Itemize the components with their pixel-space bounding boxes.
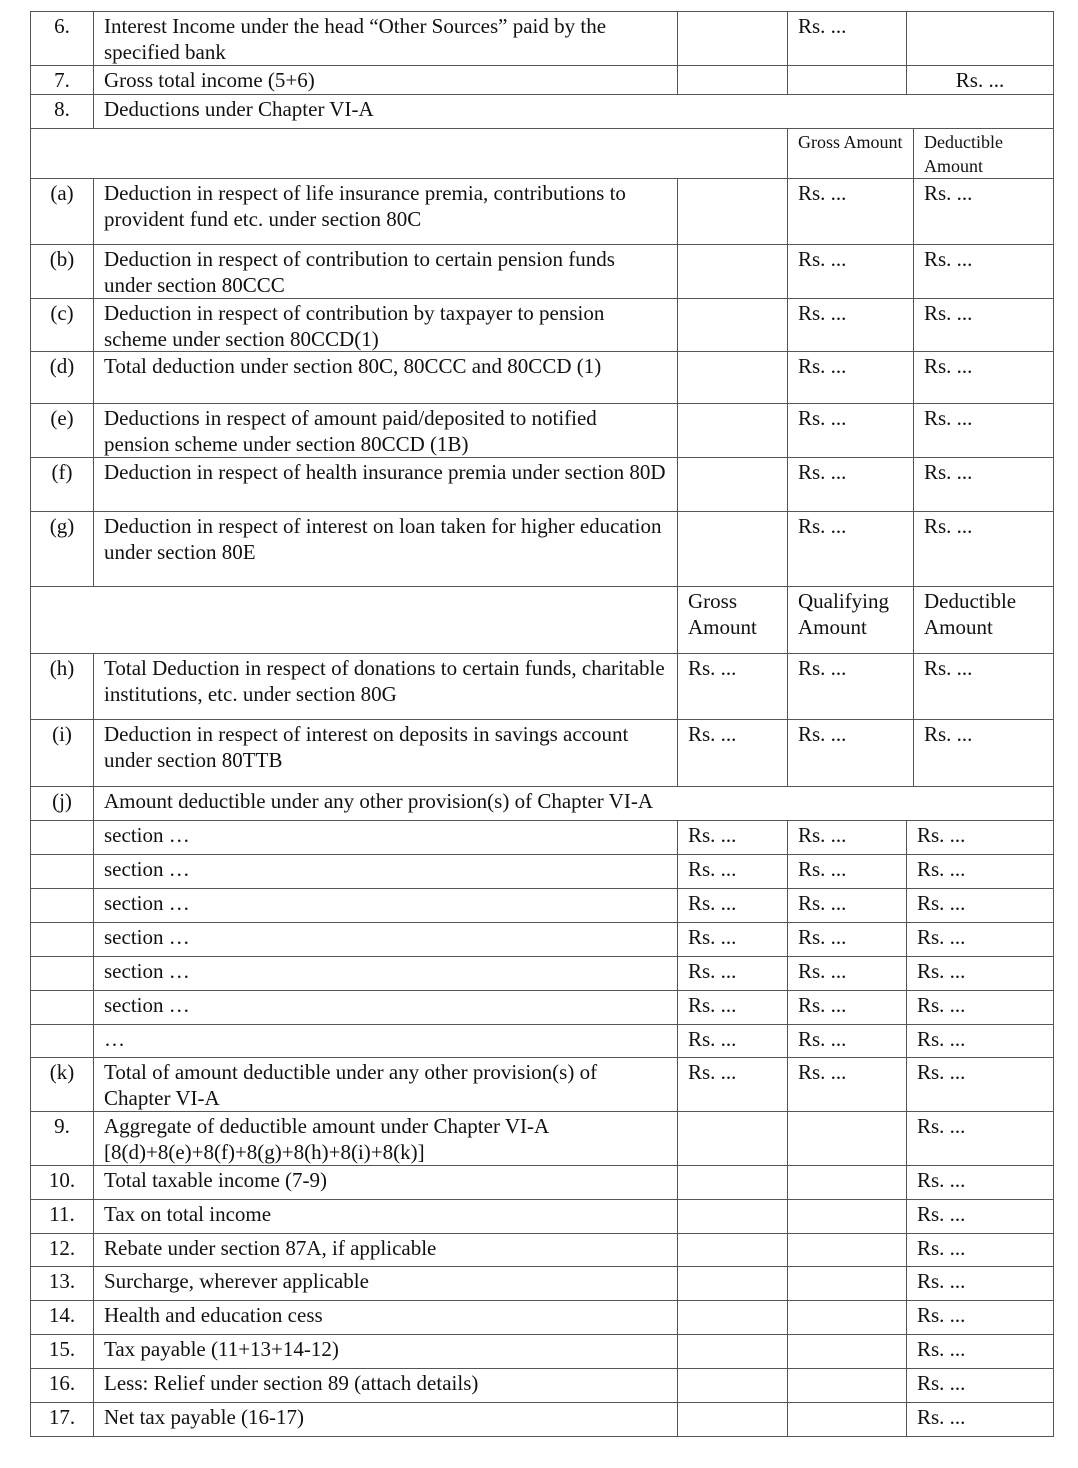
row-number: (j) [30, 786, 93, 820]
table-row [30, 1266, 1053, 1300]
row-number: 12. [30, 1233, 93, 1266]
table-row [30, 244, 1053, 298]
row-number: (c) [30, 298, 93, 351]
row-description: section … [93, 990, 677, 1024]
row-number: 11. [30, 1199, 93, 1233]
gross-amount: Rs. ... [787, 351, 913, 403]
row-description: Deduction in respect of interest on deposits in savings account under section 80TTB [93, 719, 677, 786]
deductible-amount: Rs. ... [906, 956, 1053, 990]
table-row [30, 1165, 1053, 1199]
table-row [30, 403, 1053, 457]
amount-cell [787, 65, 906, 94]
deductible-amount: Rs. ... [906, 1199, 1053, 1233]
qualifying-amount: Rs. ... [787, 990, 906, 1024]
row-number: 6. [30, 11, 93, 65]
gross-amount: Rs. ... [677, 653, 787, 719]
row-description: Surcharge, wherever applicable [93, 1266, 677, 1300]
row-description: Gross total income (5+6) [93, 65, 677, 94]
deductible-amount: Rs. ... [906, 1111, 1053, 1165]
gross-amount: Rs. ... [787, 511, 913, 586]
gross-amount: Rs. ... [677, 719, 787, 786]
row-number: 10. [30, 1165, 93, 1199]
deductible-amount: Rs. ... [906, 1165, 1053, 1199]
table-row [30, 888, 1053, 922]
row-number: (f) [30, 457, 93, 511]
deductible-amount: Rs. ... [906, 1368, 1053, 1402]
gross-amount: Rs. ... [787, 457, 913, 511]
row-number: (b) [30, 244, 93, 298]
row-description: Deduction in respect of contribution by taxpayer to pension scheme under section 80CCD(1) [93, 298, 677, 351]
row-number: 16. [30, 1368, 93, 1402]
row-number: 13. [30, 1266, 93, 1300]
deductible-amount: Rs. ... [913, 457, 1053, 511]
row-number: 9. [30, 1111, 93, 1165]
amount-cell: Rs. ... [787, 11, 906, 65]
deductible-amount: Rs. ... [906, 1057, 1053, 1111]
table-row [30, 351, 1053, 403]
table-row [30, 94, 1053, 128]
gross-amount: Rs. ... [787, 298, 913, 351]
table-row [30, 298, 1053, 351]
gross-amount: Rs. ... [787, 403, 913, 457]
deductible-amount-header: Deductible Amount [913, 128, 1053, 178]
row-description: section … [93, 956, 677, 990]
row-number: (a) [30, 178, 93, 244]
gross-amount: Rs. ... [677, 854, 787, 888]
gross-amount: Rs. ... [677, 922, 787, 956]
row-number: (i) [30, 719, 93, 786]
row-description: Deduction in respect of life insurance premia, contributions to provident fund etc. under section 80C [93, 178, 677, 244]
row-description: Total taxable income (7-9) [93, 1165, 677, 1199]
row-number: 15. [30, 1334, 93, 1368]
row-number: 17. [30, 1402, 93, 1436]
qualifying-amount: Rs. ... [787, 653, 913, 719]
row-description: section … [93, 820, 677, 854]
row-description: Tax payable (11+13+14-12) [93, 1334, 677, 1368]
deductible-amount: Rs. ... [906, 820, 1053, 854]
deductible-amount: Rs. ... [906, 990, 1053, 1024]
row-description: section … [93, 922, 677, 956]
row-description: Deduction in respect of interest on loan taken for higher education under section 80E [93, 511, 677, 586]
row-description: Total Deduction in respect of donations to certain funds, charitable institutions, etc. under section 80G [93, 653, 677, 719]
row-number: 7. [30, 65, 93, 94]
deductible-amount: Rs. ... [913, 244, 1053, 298]
gross-amount-header: Gross Amount [677, 586, 787, 653]
table-row [30, 820, 1053, 854]
gross-amount: Rs. ... [677, 956, 787, 990]
row-number: (k) [30, 1057, 93, 1111]
table-row [30, 1334, 1053, 1368]
table-row [30, 956, 1053, 990]
column-header-row [30, 128, 1053, 178]
row-description: Rebate under section 87A, if applicable [93, 1233, 677, 1266]
qualifying-amount: Rs. ... [787, 719, 913, 786]
table-row [30, 922, 1053, 956]
gross-amount: Rs. ... [677, 990, 787, 1024]
deductible-amount: Rs. ... [906, 922, 1053, 956]
row-description: Net tax payable (16-17) [93, 1402, 677, 1436]
amount-cell [906, 11, 1053, 65]
deductible-amount: Rs. ... [913, 298, 1053, 351]
deductible-amount: Rs. ... [913, 719, 1053, 786]
qualifying-amount: Rs. ... [787, 922, 906, 956]
table-row [30, 719, 1053, 786]
row-description: section … [93, 888, 677, 922]
deductible-amount: Rs. ... [913, 511, 1053, 586]
qualifying-amount: Rs. ... [787, 820, 906, 854]
table-row [30, 990, 1053, 1024]
row-number: (e) [30, 403, 93, 457]
gross-amount: Rs. ... [677, 1057, 787, 1111]
table-row [30, 854, 1053, 888]
row-description: Less: Relief under section 89 (attach details) [93, 1368, 677, 1402]
amount-cell [677, 11, 787, 65]
deductible-amount: Rs. ... [906, 1024, 1053, 1057]
row-description: Aggregate of deductible amount under Chapter VI-A [8(d)+8(e)+8(f)+8(g)+8(h)+8(i)+8(k)] [93, 1111, 677, 1165]
row-description: section … [93, 854, 677, 888]
table-row [30, 457, 1053, 511]
column-header-row [30, 586, 1053, 653]
table-row [30, 786, 1053, 820]
deductible-amount: Rs. ... [906, 854, 1053, 888]
qualifying-amount: Rs. ... [787, 1024, 906, 1057]
row-description: Deduction in respect of health insurance premia under section 80D [93, 457, 677, 511]
table-row [30, 65, 1053, 94]
table-row [30, 653, 1053, 719]
qualifying-amount: Rs. ... [787, 888, 906, 922]
deductible-amount: Rs. ... [906, 888, 1053, 922]
qualifying-amount: Rs. ... [787, 854, 906, 888]
amount-cell: Rs. ... [906, 65, 1053, 94]
row-description: Tax on total income [93, 1199, 677, 1233]
deductible-amount: Rs. ... [913, 403, 1053, 457]
deductible-amount: Rs. ... [906, 1233, 1053, 1266]
table-row [30, 1233, 1053, 1266]
row-description: Deductions under Chapter VI-A [93, 94, 1053, 128]
table-row [30, 1111, 1053, 1165]
amount-cell [677, 65, 787, 94]
row-number: (h) [30, 653, 93, 719]
row-number: 14. [30, 1300, 93, 1334]
deductible-amount: Rs. ... [913, 178, 1053, 244]
table-row [30, 1368, 1053, 1402]
table-row [30, 1300, 1053, 1334]
table-row [30, 178, 1053, 244]
row-description: Interest Income under the head “Other Sources” paid by the specified bank [93, 11, 677, 65]
deductible-amount-header: Deductible Amount [913, 586, 1053, 653]
row-number: 8. [30, 94, 93, 128]
gross-amount: Rs. ... [787, 244, 913, 298]
deductible-amount: Rs. ... [906, 1402, 1053, 1436]
gross-amount: Rs. ... [787, 178, 913, 244]
row-description: Total deduction under section 80C, 80CCC and 80CCD (1) [93, 351, 677, 403]
table-row [30, 1199, 1053, 1233]
row-number: (g) [30, 511, 93, 586]
deductible-amount: Rs. ... [906, 1266, 1053, 1300]
table-row [30, 511, 1053, 586]
qualifying-amount: Rs. ... [787, 956, 906, 990]
gross-amount: Rs. ... [677, 1024, 787, 1057]
deductible-amount: Rs. ... [906, 1300, 1053, 1334]
row-description: Total of amount deductible under any other provision(s) of Chapter VI-A [93, 1057, 677, 1111]
row-description: Amount deductible under any other provision(s) of Chapter VI-A [93, 786, 1053, 820]
row-description: Deductions in respect of amount paid/deposited to notified pension scheme under section 80CCD (1B) [93, 403, 677, 457]
qualifying-amount: Rs. ... [787, 1057, 906, 1111]
gross-amount-header: Gross Amount [787, 128, 913, 178]
table-row [30, 1057, 1053, 1111]
table-row [30, 1024, 1053, 1057]
table-row [30, 1402, 1053, 1436]
deductible-amount: Rs. ... [906, 1334, 1053, 1368]
qualifying-amount-header: Qualifying Amount [787, 586, 913, 653]
deductible-amount: Rs. ... [913, 351, 1053, 403]
row-description: Deduction in respect of contribution to certain pension funds under section 80CCC [93, 244, 677, 298]
gross-amount: Rs. ... [677, 820, 787, 854]
row-description: … [93, 1024, 677, 1057]
row-number: (d) [30, 351, 93, 403]
row-description: Health and education cess [93, 1300, 677, 1334]
deductible-amount: Rs. ... [913, 653, 1053, 719]
table-row [30, 11, 1053, 65]
gross-amount: Rs. ... [677, 888, 787, 922]
